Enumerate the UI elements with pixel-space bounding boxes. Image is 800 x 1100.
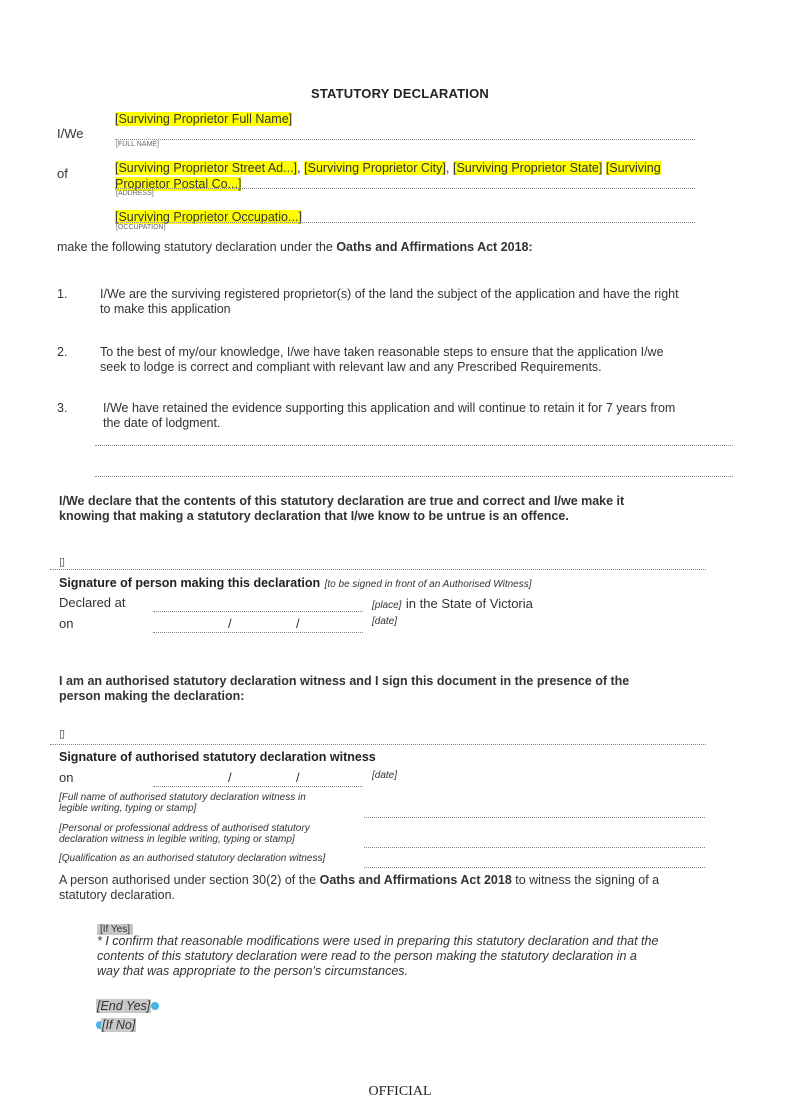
witness-date-line[interactable] [153, 786, 363, 787]
declarant-signature-label: Signature of person making this declaration [to be signed in front of an Authorised Witness] [59, 576, 532, 590]
declared-at-label: Declared at [59, 595, 126, 610]
anchor-dot-icon[interactable] [151, 1002, 159, 1010]
witness-date-note: [date] [372, 770, 398, 781]
witness-address-note: [Personal or professional address of authorised statutory declaration witness in legible writing, typing or stamp] [59, 823, 310, 845]
if-yes-tag: [If Yes] [97, 919, 133, 937]
address-postal-2: Proprietor Postal Co...] [115, 177, 242, 191]
name-value: [Surviving Proprietor Full Name] [115, 112, 293, 126]
date-line[interactable] [153, 632, 363, 633]
date-slash: / [228, 616, 232, 631]
item-number: 3. [57, 401, 68, 415]
witness-on-label: on [59, 770, 74, 785]
occupation-caption: [OCCUPATION] [116, 224, 166, 231]
witness-signature-label: Signature of authorised statutory declaration witness [59, 750, 376, 764]
date-slash: / [228, 770, 232, 785]
item-text: I/We have retained the evidence supporting this application and will continue to retain it for 7 years from the date of lodgment. [103, 401, 676, 430]
signature-placeholder-icon: ▯ [59, 727, 66, 740]
name-caption: [FULL NAME] [116, 141, 159, 148]
declarant-signature-line[interactable] [50, 569, 706, 570]
intro-text: make the following statutory declaration under the Oaths and Affirmations Act 2018: [57, 240, 533, 254]
address-line [115, 188, 695, 189]
place-note: [place] in the State of Victoria [372, 596, 533, 611]
witness-statement: I am an authorised statutory declaration witness and I sign this document in the presence of the person making the declaration: [59, 674, 630, 703]
blank-line[interactable] [95, 445, 733, 446]
name-field[interactable] [115, 110, 292, 128]
address-street: [Surviving Proprietor Street Ad...] [115, 161, 298, 175]
blank-line[interactable] [95, 476, 733, 477]
witness-fullname-line[interactable] [364, 817, 705, 818]
document-title: STATUTORY DECLARATION [310, 86, 489, 101]
witness-qualification-note: [Qualification as an authorised statutory declaration witness] [59, 853, 326, 864]
witness-fullname-note: [Full name of authorised statutory declaration witness in legible writing, typing or stamp] [59, 792, 306, 814]
place-line[interactable] [153, 611, 363, 612]
end-yes-tag: [End Yes] [96, 997, 159, 1015]
address-postal-1: [Surviving [605, 161, 661, 175]
authorised-text: A person authorised under section 30(2) of the Oaths and Affirmations Act 2018 to witness the signing of a statutory declaration. [59, 873, 660, 902]
item-text: I/We are the surviving registered proprietor(s) of the land the subject of the application and have the right to make this application [100, 287, 679, 316]
date-slash: / [296, 616, 300, 631]
confirmation-text: * I confirm that reasonable modifications were used in preparing this statutory declaration and that the contents of this statutory declaration were read to the person making the statutory declaration in a way that was appropriate to the person’s circumstances. [97, 934, 659, 978]
authorised-act: Oaths and Affirmations Act 2018 [319, 873, 512, 887]
signature-placeholder-icon: ▯ [59, 555, 66, 568]
name-line [115, 139, 695, 140]
witness-qualification-line[interactable] [364, 867, 705, 868]
witness-address-line[interactable] [364, 847, 705, 848]
intro-act: Oaths and Affirmations Act 2018: [336, 240, 533, 254]
of-label: of [57, 166, 68, 181]
date-note: [date] [372, 616, 398, 627]
address-caption: [ADDRESS] [116, 190, 154, 197]
address-state: [Surviving Proprietor State] [452, 161, 603, 175]
witness-signature-line[interactable] [50, 744, 706, 745]
item-number: 2. [57, 345, 68, 359]
if-no-tag: [If No] [96, 1016, 136, 1034]
on-label: on [59, 616, 74, 631]
address-city: [Surviving Proprietor City] [304, 161, 446, 175]
item-text: To the best of my/our knowledge, I/we have taken reasonable steps to ensure that the application I/we seek to lodge is correct and compliant with relevant law and any Prescribed Requirements. [100, 345, 664, 374]
declaration-statement: I/We declare that the contents of this statutory declaration are true and correct and I/we make it knowing that making a statutory declaration that I/we know to be untrue is an offence. [59, 494, 625, 523]
address-field[interactable]: [Surviving Proprietor Street Ad...], [Surviving Proprietor City], [Surviving Proprietor State] [Surviving [115, 160, 661, 175]
iwe-label: I/We [57, 126, 84, 141]
date-slash: / [296, 770, 300, 785]
item-number: 1. [57, 287, 68, 301]
occupation-value: [Surviving Proprietor Occupatio...] [115, 210, 302, 224]
footer-classification: OFFICIAL [368, 1084, 432, 1099]
occupation-line [115, 222, 695, 223]
